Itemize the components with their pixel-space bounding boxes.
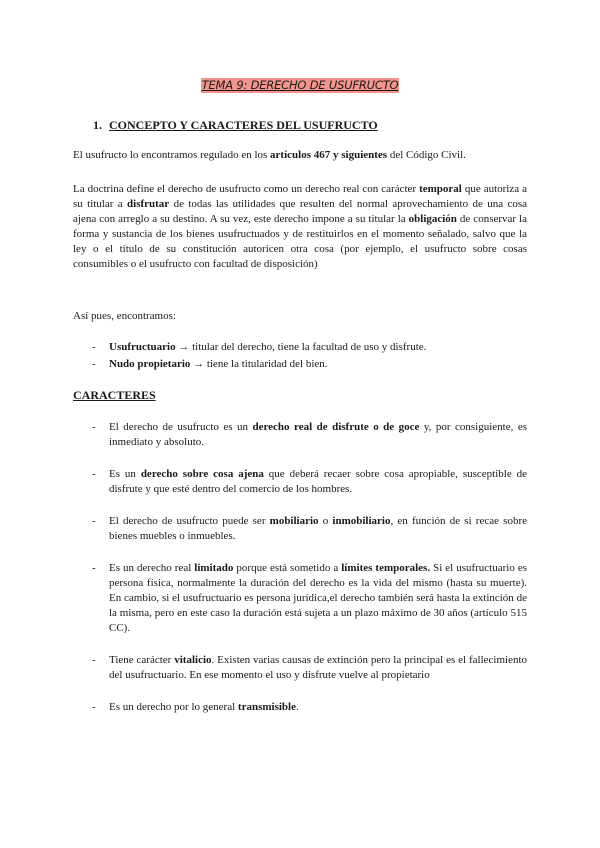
dash-marker: -	[92, 701, 96, 713]
text-span: de todas las utilidades que resulten del normal aprovechamiento de una cosa ajena con arreglo a su destino. A su vez, este derecho impone a su titular la	[73, 198, 527, 225]
characteristics-list	[73, 420, 527, 732]
text-span: El usufructo lo encontramos regulado en los	[73, 149, 271, 161]
page-title: TEMA 9: DERECHO DE USUFRUCTO	[201, 78, 399, 92]
bold-span: mobiliario	[269, 515, 319, 527]
text-span: del Código Civil.	[387, 149, 466, 161]
bold-span: inmobiliario	[332, 515, 391, 527]
bold-span: Nudo propietario	[109, 358, 191, 370]
bold-span: vitalicio	[174, 654, 212, 666]
text-span: o	[318, 515, 333, 527]
parties-list	[73, 340, 527, 374]
text-span: porque está sometido a	[233, 562, 342, 574]
text-span: Tiene carácter	[109, 654, 175, 666]
text-span: El derecho de usufructo es un	[109, 421, 253, 433]
section-heading	[93, 118, 378, 133]
text-span: → tiene la titularidad del bien.	[190, 358, 328, 370]
text-span: → titular del derecho, tiene la facultad de uso y disfrute.	[175, 341, 427, 353]
text-span: Si el usufructuario es persona física, normalmente la duración del derecho es la vida del mismo (hasta su muerte). En cambio, si el usufructuario es persona jurídica,el derecho también será hasta la extinción de la misma, pero en este caso la duración está sujeta a un plazo máximo de 30 años (artículo 515 CC).	[109, 562, 527, 634]
bold-span: derecho sobre cosa ajena	[140, 468, 264, 480]
list-item	[73, 561, 527, 636]
text-span: La doctrina define el derecho de usufructo como un derecho real con carácter	[73, 183, 420, 195]
bold-span: transmisible	[237, 701, 296, 713]
text-span: Es un derecho por lo general	[109, 701, 238, 713]
text-span: . Existen varias causas de extinción pero la principal es el fallecimiento del usufructuario. En ese momento el uso y disfrute vuelve al propietario	[109, 654, 528, 681]
paragraph-regulation	[73, 148, 527, 163]
dash-marker: -	[92, 515, 96, 527]
list-item	[73, 514, 527, 544]
text-span: que autoriza a su titular a	[73, 183, 527, 210]
dash-marker: -	[92, 421, 96, 433]
bold-span: limitado	[194, 562, 234, 574]
list-item	[73, 420, 527, 450]
text-span: y, por consiguiente, es inmediato y absoluto.	[109, 421, 527, 448]
bold-span: Usufructuario	[109, 341, 176, 353]
dash-marker: -	[92, 654, 96, 666]
bold-span: disfrutar	[127, 198, 170, 210]
text-span: Es un derecho real	[109, 562, 195, 574]
list-item	[73, 357, 527, 372]
list-item	[73, 700, 527, 715]
text-span: , en función de si recae sobre bienes muebles o inmuebles.	[109, 515, 527, 542]
title-wrapper	[0, 78, 600, 94]
section-label: CONCEPTO Y CARACTERES DEL USUFRUCTO	[109, 118, 378, 132]
dash-marker: -	[92, 341, 96, 353]
section-number: 1.	[93, 118, 102, 132]
dash-marker: -	[92, 468, 96, 480]
bold-span: límites temporales.	[341, 562, 431, 574]
list-item	[73, 653, 527, 683]
list-item	[73, 467, 527, 497]
text-span: .	[295, 701, 299, 713]
dash-marker: -	[92, 562, 96, 574]
caracteres-heading: CARACTERES	[73, 388, 156, 402]
text-span: Es un	[109, 468, 141, 480]
dash-marker: -	[92, 358, 96, 370]
text-span: de conservar la forma y sustancia de los bienes usufructuados y de restituirlos en el momento señalado, salvo que la ley o el título de su constitución autoricen otra cosa (por ejemplo, el usufructo sobre cosas consumibles o el usufructo con facultad de disposición)	[73, 213, 527, 270]
list-item	[73, 340, 527, 355]
paragraph-definition	[73, 182, 527, 272]
bold-span: obligación	[408, 213, 457, 225]
bold-span: temporal	[419, 183, 462, 195]
text-span: El derecho de usufructo puede ser	[109, 515, 270, 527]
bold-span: artículos 467 y siguientes	[270, 149, 388, 161]
paragraph-intro: Así pues, encontramos:	[73, 310, 176, 322]
text-span: que deberá recaer sobre cosa apropiable, susceptible de disfrute y que esté dentro del comercio de los hombres.	[109, 468, 527, 495]
bold-span: derecho real de disfrute o de goce	[252, 421, 420, 433]
